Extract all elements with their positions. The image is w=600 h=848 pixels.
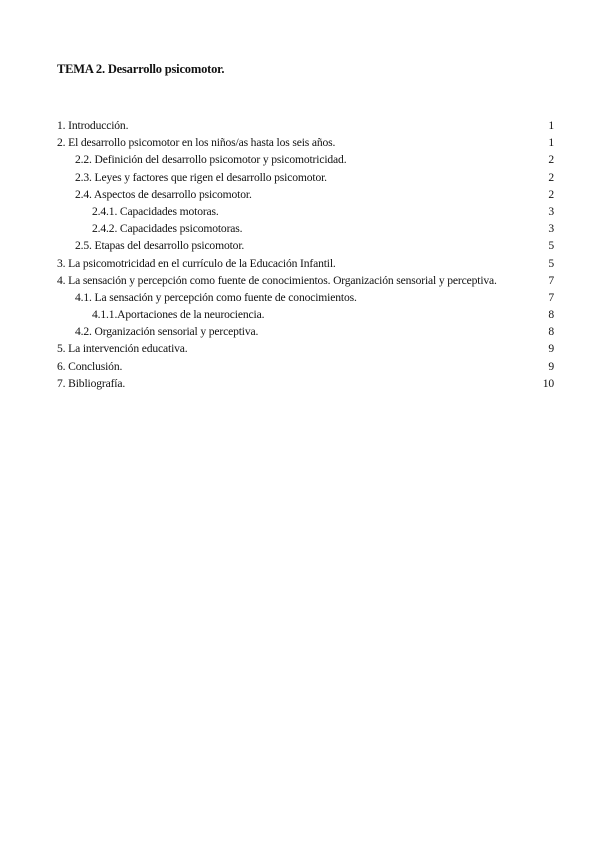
- toc-entry-label: 5. La intervención educativa.: [57, 342, 188, 356]
- toc-entry[interactable]: [57, 340, 554, 357]
- toc-entry[interactable]: [57, 358, 554, 375]
- toc-entry[interactable]: [57, 255, 554, 272]
- toc-entry-label: 3. La psicomotricidad en el currículo de la Educación Infantil.: [57, 256, 336, 270]
- toc-entry[interactable]: [57, 289, 554, 306]
- toc-entry[interactable]: [57, 117, 554, 134]
- toc-entry-label: 6. Conclusión.: [57, 359, 123, 373]
- toc-entry-label: 4. La sensación y percepción como fuente de conocimientos. Organización sensorial y perceptiva.: [57, 273, 497, 287]
- toc-entry-label: 2. El desarrollo psicomotor en los niños/as hasta los seis años.: [57, 136, 336, 150]
- toc-entry-label: 2.2. Definición del desarrollo psicomotor y psicomotricidad.: [75, 153, 347, 167]
- toc-entry-page: 3: [548, 204, 554, 218]
- toc-entry-label: 2.5. Etapas del desarrollo psicomotor.: [75, 239, 245, 253]
- toc-entry-page: 7: [548, 290, 554, 304]
- toc-entry-label: 4.1.1.Aportaciones de la neurociencia.: [92, 308, 265, 322]
- toc-entry-label: 4.2. Organización sensorial y perceptiva.: [75, 325, 259, 339]
- toc-entry-label: 2.4.2. Capacidades psicomotoras.: [92, 222, 243, 236]
- toc-entry[interactable]: [57, 220, 554, 237]
- toc-entry-label: 2.4. Aspectos de desarrollo psicomotor.: [75, 187, 252, 201]
- toc-entry[interactable]: [57, 323, 554, 340]
- toc-entry-page: 5: [548, 239, 554, 253]
- toc-entry[interactable]: [57, 306, 554, 323]
- toc-entry-page: 9: [548, 359, 554, 373]
- toc-entry-page: 2: [548, 153, 554, 167]
- toc-entry-page: 2: [548, 170, 554, 184]
- toc-entry-page: 8: [548, 308, 554, 322]
- toc-entry[interactable]: [57, 375, 554, 392]
- toc-entry-page: 1: [548, 136, 554, 150]
- toc-entry-label: 4.1. La sensación y percepción como fuente de conocimientos.: [75, 290, 357, 304]
- toc-entry-page: 2: [548, 187, 554, 201]
- toc-entry[interactable]: [57, 134, 554, 151]
- toc-entry-page: 7: [548, 273, 554, 287]
- toc-entry-label: 7. Bibliografía.: [57, 376, 126, 390]
- toc-entry-page: 8: [548, 325, 554, 339]
- table-of-contents: [57, 117, 554, 392]
- toc-entry-label: 1. Introducción.: [57, 119, 129, 132]
- toc-entry[interactable]: [57, 186, 554, 203]
- toc-entry[interactable]: [57, 237, 554, 254]
- toc-entry-page: 9: [548, 342, 554, 356]
- toc-entry[interactable]: [57, 151, 554, 168]
- toc-entry[interactable]: [57, 272, 554, 289]
- toc-entry-label: 2.4.1. Capacidades motoras.: [92, 204, 219, 218]
- toc-entry-page: 5: [548, 256, 554, 270]
- toc-entry-label: 2.3. Leyes y factores que rigen el desarrollo psicomotor.: [75, 170, 327, 184]
- toc-entry[interactable]: [57, 203, 554, 220]
- document-title: TEMA 2. Desarrollo psicomotor.: [57, 62, 225, 76]
- toc-entry-page: 1: [548, 119, 554, 132]
- toc-entry-page: 10: [542, 376, 554, 390]
- toc-entry-page: 3: [548, 222, 554, 236]
- toc-entry[interactable]: [57, 169, 554, 186]
